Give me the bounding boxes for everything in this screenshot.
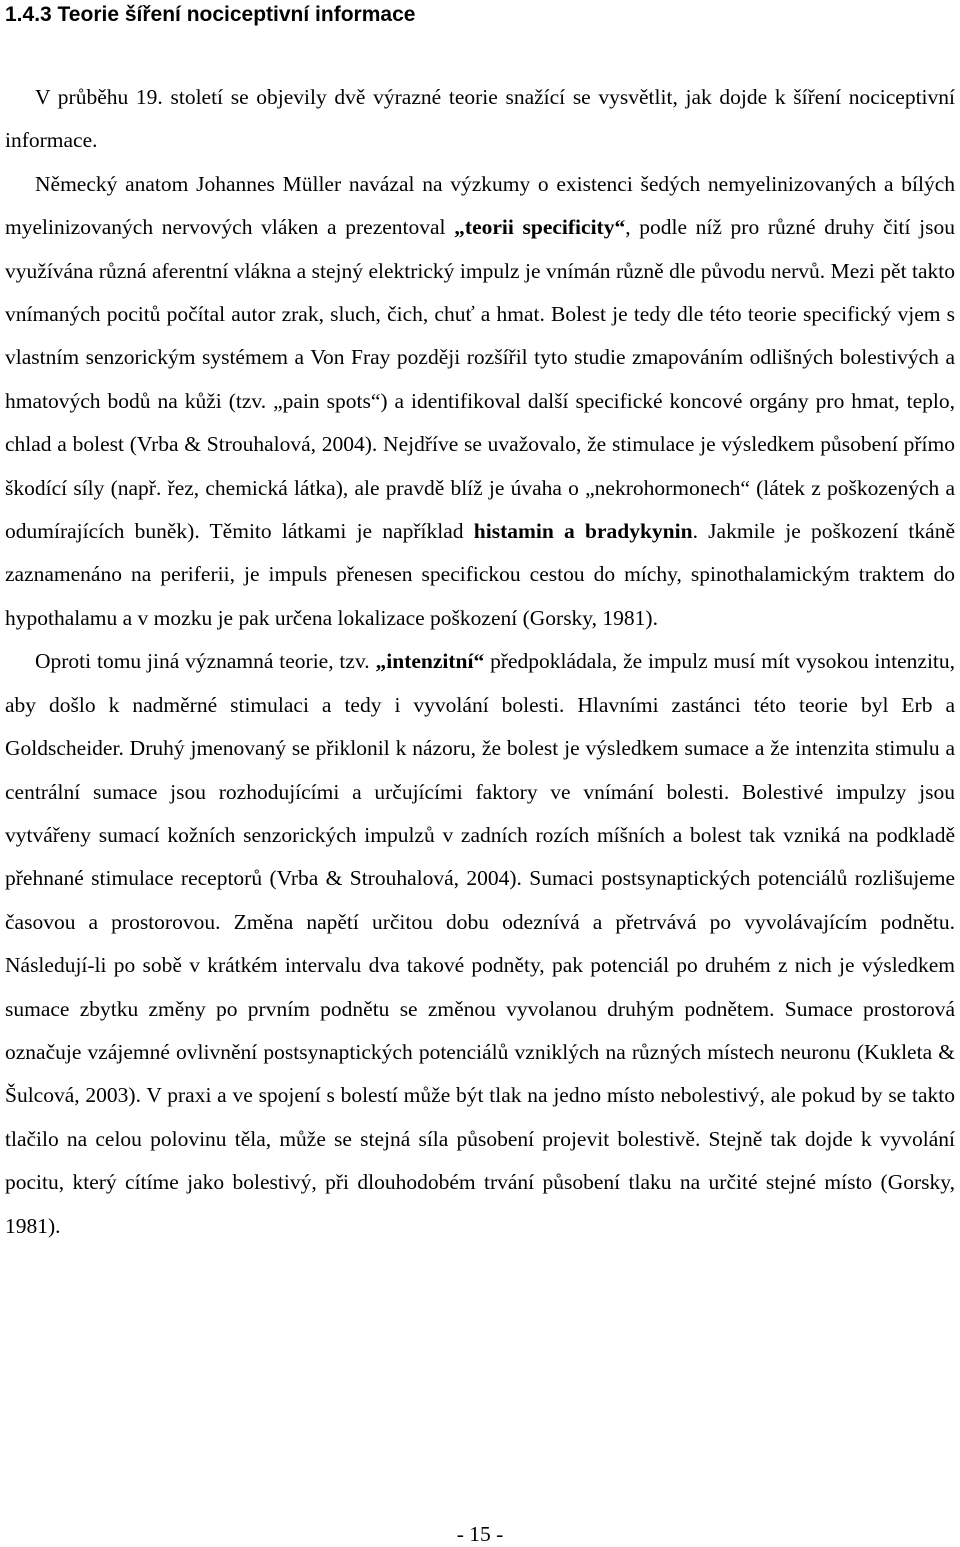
term-histamine-bradykinin: histamin a bradykynin [473, 519, 693, 544]
paragraph-intensity-theory [5, 640, 955, 1248]
paragraph-text: , podle níž pro různé druhy čití jsou využívána různá aferentní vlákna a stejný elektrický impulz je vnímán různě dle původu nervů. Mezi pět takto vnímaných pocitů počítal autor zrak, sluch, čich, chuť a hmat. Bolest je tedy dle této teorie specifický vjem s vlastním senzorickým systémem a Von Fray později rozšířil tyto studie zmapováním odlišných bolestivých a hmatových bodů na kůži (tzv. „pain spots“) a identifikoval další specifické koncové orgány pro hmat, teplo, chlad a bolest (Vrba & Strouhalová, 2004). Nejdříve se uvažovalo, že stimulace je výsledkem působení přímo škodící síly (např. řez, chemická látka), ale pravdě blíž je úvaha o „nekrohormonech“ (látek z poškozených a odumírajících buněk). Těmito látkami je například [5, 215, 955, 544]
paragraph-specificity-theory [5, 163, 955, 640]
paragraph-text: . Jakmile je poškození tkáně zaznamenáno na periferii, je impuls přenesen specifickou cestou do míchy, spinothalamickým traktem do hypothalamu a v mozku je pak určena lokalizace poškození (Gorsky, 1981). [5, 519, 955, 630]
paragraph-text: předpokládala, že impulz musí mít vysokou intenzitu, aby došlo k nadměrné stimulaci a tedy i vyvolání bolesti. Hlavními zastánci této teorie byl Erb a Goldscheider. Druhý jmenovaný se přiklonil k názoru, že bolest je výsledkem sumace a že intenzita stimulu a centrální sumace jsou rozhodujícími a určujícími faktory ve vnímání bolesti. Bolestivé impulzy jsou vytvářeny sumací kožních senzorických impulzů v zadních rozích míšních a bolest tak vzniká na podkladě přehnané stimulace receptorů (Vrba & Strouhalová, 2004). Sumaci postsynaptických potenciálů rozlišujeme časovou a prostorovou. Změna napětí určitou dobu odeznívá a přetrvává po vyvolávajícím podnětu. Následují-li po sobě v krátkém intervalu dva takové podněty, pak potenciál po druhém z nich je výsledkem sumace zbytku změny po prvním podnětu se změnou vyvolanou druhým podnětem. Sumace prostorová označuje vzájemné ovlivnění postsynaptických potenciálů vzniklých na různých místech neuronu (Kukleta & Šulcová, 2003). V praxi a ve spojení s bolestí může být tlak na jedno místo nebolestivý, ale pokud by se takto tlačilo na celou polovinu těla, může se stejná síla působení projevit bolestivě. Stejně tak dojde k vyvolání pocitu, který cítíme jako bolestivý, při dlouhodobém trvání působení tlaku na určité stejné místo (Gorsky, 1981). [5, 649, 956, 1238]
paragraph-intro: V průběhu 19. století se objevily dvě výrazné teorie snažící se vysvětlit, jak dojde k šíření nociceptivní informace. [5, 85, 955, 153]
body-text [5, 76, 955, 1248]
section-heading: 1.4.3 Teorie šíření nociceptivní informace [5, 3, 416, 26]
page-number: - 15 - [456, 1522, 504, 1546]
paragraph-text: Německý anatom Johannes Müller navázal na výzkumy o existenci šedých nemyelinizovaných a bílých myelinizovaných nervových vláken a prezentoval [5, 171, 955, 240]
term-intensity-theory: „intenzitní“ [375, 649, 485, 674]
term-specificity-theory: „teorii specificity“ [454, 215, 626, 240]
paragraph-text: Oproti tomu jiná významná teorie, tzv. [35, 649, 376, 674]
